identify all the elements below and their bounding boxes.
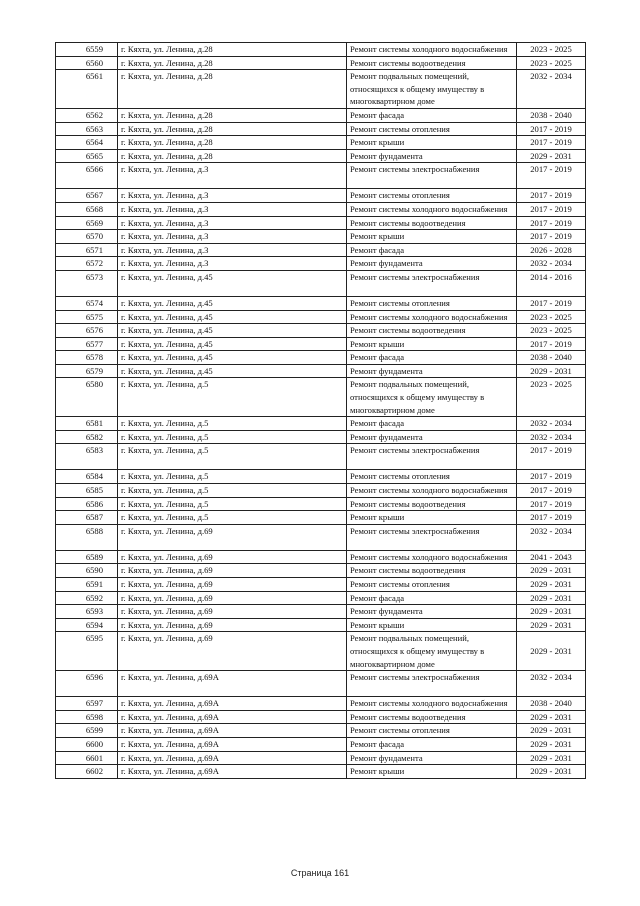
work-type-cell: Ремонт системы холодного водоснабжения [347,484,517,498]
period-cell: 2032 - 2034 [517,257,586,271]
table-row [56,591,586,605]
period-cell: 2029 - 2031 [517,605,586,619]
period-cell: 2017 - 2019 [517,484,586,498]
table-row [56,710,586,724]
row-number-cell: 6588 [56,524,118,550]
row-number-cell: 6565 [56,149,118,163]
row-number-cell: 6561 [56,70,118,109]
row-number-cell: 6601 [56,751,118,765]
work-type-cell: Ремонт фундамента [347,364,517,378]
work-type-cell: Ремонт системы отопления [347,122,517,136]
table-row [56,202,586,216]
table-row [56,216,586,230]
table-row [56,189,586,203]
row-number-cell: 6566 [56,163,118,189]
row-number-cell: 6573 [56,270,118,296]
table-row [56,270,586,296]
address-cell: г. Кяхта, ул. Ленина, д.28 [118,70,347,109]
table-row [56,364,586,378]
row-number-cell: 6593 [56,605,118,619]
address-cell: г. Кяхта, ул. Ленина, д.28 [118,122,347,136]
address-cell: г. Кяхта, ул. Ленина, д.45 [118,337,347,351]
row-number-cell: 6568 [56,202,118,216]
period-cell: 2038 - 2040 [517,697,586,711]
row-number-cell: 6583 [56,444,118,470]
table-row [56,524,586,550]
table-row [56,724,586,738]
row-number-cell: 6599 [56,724,118,738]
table-row [56,230,586,244]
address-cell: г. Кяхта, ул. Ленина, д.28 [118,136,347,150]
work-type-cell: Ремонт крыши [347,765,517,779]
address-cell: г. Кяхта, ул. Ленина, д.69А [118,710,347,724]
row-number-cell: 6595 [56,632,118,671]
address-cell: г. Кяхта, ул. Ленина, д.69 [118,564,347,578]
period-cell: 2041 - 2043 [517,550,586,564]
address-cell: г. Кяхта, ул. Ленина, д.28 [118,149,347,163]
row-number-cell: 6589 [56,550,118,564]
period-cell: 2017 - 2019 [517,189,586,203]
row-number-cell: 6598 [56,710,118,724]
work-type-cell: Ремонт фасада [347,108,517,122]
row-number-cell: 6562 [56,108,118,122]
table-row [56,470,586,484]
address-cell: г. Кяхта, ул. Ленина, д.5 [118,497,347,511]
row-number-cell: 6587 [56,511,118,525]
page-number: Страница 161 [290,868,350,878]
address-cell: г. Кяхта, ул. Ленина, д.45 [118,364,347,378]
work-type-cell: Ремонт системы холодного водоснабжения [347,310,517,324]
row-number-cell: 6569 [56,216,118,230]
row-number-cell: 6579 [56,364,118,378]
work-type-cell: Ремонт фасада [347,737,517,751]
table-row [56,351,586,365]
period-cell: 2029 - 2031 [517,765,586,779]
address-cell: г. Кяхта, ул. Ленина, д.5 [118,470,347,484]
work-type-cell: Ремонт системы водоотведения [347,710,517,724]
period-cell: 2017 - 2019 [517,511,586,525]
table-row [56,671,586,697]
address-cell: г. Кяхта, ул. Ленина, д.45 [118,296,347,310]
period-cell: 2029 - 2031 [517,710,586,724]
address-cell: г. Кяхта, ул. Ленина, д.3 [118,163,347,189]
period-cell: 2017 - 2019 [517,136,586,150]
work-type-cell: Ремонт системы отопления [347,724,517,738]
address-cell: г. Кяхта, ул. Ленина, д.69А [118,765,347,779]
address-cell: г. Кяхта, ул. Ленина, д.3 [118,189,347,203]
address-cell: г. Кяхта, ул. Ленина, д.5 [118,444,347,470]
address-cell: г. Кяхта, ул. Ленина, д.3 [118,243,347,257]
table-row [56,578,586,592]
row-number-cell: 6590 [56,564,118,578]
row-number-cell: 6563 [56,122,118,136]
work-type-cell: Ремонт крыши [347,618,517,632]
address-cell: г. Кяхта, ул. Ленина, д.69А [118,737,347,751]
row-number-cell: 6582 [56,430,118,444]
address-cell: г. Кяхта, ул. Ленина, д.3 [118,257,347,271]
work-type-cell: Ремонт системы электроснабжения [347,524,517,550]
address-cell: г. Кяхта, ул. Ленина, д.69А [118,671,347,697]
work-type-cell: Ремонт системы водоотведения [347,564,517,578]
period-cell: 2017 - 2019 [517,497,586,511]
period-cell: 2032 - 2034 [517,417,586,431]
period-cell: 2038 - 2040 [517,351,586,365]
row-number-cell: 6600 [56,737,118,751]
period-cell: 2017 - 2019 [517,202,586,216]
period-cell: 2017 - 2019 [517,470,586,484]
table-row [56,765,586,779]
table-row [56,296,586,310]
table-row [56,310,586,324]
address-cell: г. Кяхта, ул. Ленина, д.69 [118,524,347,550]
table-row [56,324,586,338]
work-type-cell: Ремонт системы холодного водоснабжения [347,550,517,564]
address-cell: г. Кяхта, ул. Ленина, д.5 [118,417,347,431]
row-number-cell: 6597 [56,697,118,711]
address-cell: г. Кяхта, ул. Ленина, д.69А [118,751,347,765]
row-number-cell: 6574 [56,296,118,310]
period-cell: 2032 - 2034 [517,70,586,109]
row-number-cell: 6570 [56,230,118,244]
row-number-cell: 6560 [56,56,118,70]
address-cell: г. Кяхта, ул. Ленина, д.45 [118,270,347,296]
address-cell: г. Кяхта, ул. Ленина, д.69 [118,550,347,564]
row-number-cell: 6567 [56,189,118,203]
address-cell: г. Кяхта, ул. Ленина, д.69 [118,578,347,592]
row-number-cell: 6577 [56,337,118,351]
table-row [56,337,586,351]
row-number-cell: 6571 [56,243,118,257]
work-type-cell: Ремонт фасада [347,591,517,605]
table-row [56,564,586,578]
table-body [56,43,586,779]
address-cell: г. Кяхта, ул. Ленина, д.28 [118,56,347,70]
address-cell: г. Кяхта, ул. Ленина, д.28 [118,43,347,57]
period-cell: 2029 - 2031 [517,632,586,671]
row-number-cell: 6585 [56,484,118,498]
row-number-cell: 6602 [56,765,118,779]
work-type-cell: Ремонт системы водоотведения [347,497,517,511]
work-type-cell: Ремонт системы электроснабжения [347,163,517,189]
period-cell: 2032 - 2034 [517,671,586,697]
period-cell: 2029 - 2031 [517,724,586,738]
table-row [56,497,586,511]
table-row [56,378,586,417]
work-type-cell: Ремонт системы электроснабжения [347,444,517,470]
work-type-cell: Ремонт системы электроснабжения [347,270,517,296]
period-cell: 2029 - 2031 [517,578,586,592]
table-row [56,484,586,498]
work-type-cell: Ремонт системы холодного водоснабжения [347,202,517,216]
table-row [56,417,586,431]
address-cell: г. Кяхта, ул. Ленина, д.3 [118,230,347,244]
work-type-cell: Ремонт системы отопления [347,189,517,203]
table-row [56,444,586,470]
work-type-cell: Ремонт подвальных помещений, относящихся к общему имуществу в многоквартирном доме [347,632,517,671]
work-type-cell: Ремонт системы отопления [347,296,517,310]
table-row [56,43,586,57]
period-cell: 2023 - 2025 [517,378,586,417]
work-type-cell: Ремонт системы электроснабжения [347,671,517,697]
table-row [56,56,586,70]
table-row [56,430,586,444]
row-number-cell: 6564 [56,136,118,150]
address-cell: г. Кяхта, ул. Ленина, д.3 [118,202,347,216]
work-type-cell: Ремонт системы холодного водоснабжения [347,43,517,57]
table-row [56,243,586,257]
table-row [56,605,586,619]
address-cell: г. Кяхта, ул. Ленина, д.28 [118,108,347,122]
period-cell: 2029 - 2031 [517,737,586,751]
table-row [56,697,586,711]
table-row [56,70,586,109]
work-type-cell: Ремонт системы водоотведения [347,324,517,338]
row-number-cell: 6576 [56,324,118,338]
work-type-cell: Ремонт фундамента [347,605,517,619]
address-cell: г. Кяхта, ул. Ленина, д.3 [118,216,347,230]
row-number-cell: 6594 [56,618,118,632]
address-cell: г. Кяхта, ул. Ленина, д.45 [118,324,347,338]
period-cell: 2029 - 2031 [517,618,586,632]
period-cell: 2038 - 2040 [517,108,586,122]
work-type-cell: Ремонт системы водоотведения [347,56,517,70]
period-cell: 2023 - 2025 [517,324,586,338]
row-number-cell: 6578 [56,351,118,365]
work-type-cell: Ремонт фасада [347,243,517,257]
table-row [56,511,586,525]
period-cell: 2014 - 2016 [517,270,586,296]
period-cell: 2029 - 2031 [517,591,586,605]
period-cell: 2017 - 2019 [517,122,586,136]
period-cell: 2017 - 2019 [517,163,586,189]
table-row [56,108,586,122]
row-number-cell: 6584 [56,470,118,484]
period-cell: 2023 - 2025 [517,310,586,324]
work-type-cell: Ремонт крыши [347,337,517,351]
work-type-cell: Ремонт крыши [347,230,517,244]
address-cell: г. Кяхта, ул. Ленина, д.5 [118,484,347,498]
period-cell: 2029 - 2031 [517,564,586,578]
table-row [56,122,586,136]
table-row [56,751,586,765]
address-cell: г. Кяхта, ул. Ленина, д.69 [118,618,347,632]
work-type-cell: Ремонт системы холодного водоснабжения [347,697,517,711]
table-row [56,163,586,189]
row-number-cell: 6591 [56,578,118,592]
work-type-cell: Ремонт подвальных помещений, относящихся к общему имуществу в многоквартирном доме [347,378,517,417]
period-cell: 2017 - 2019 [517,296,586,310]
period-cell: 2017 - 2019 [517,216,586,230]
row-number-cell: 6575 [56,310,118,324]
table-row [56,149,586,163]
address-cell: г. Кяхта, ул. Ленина, д.45 [118,310,347,324]
table-row [56,737,586,751]
work-type-cell: Ремонт системы отопления [347,578,517,592]
address-cell: г. Кяхта, ул. Ленина, д.5 [118,511,347,525]
table-row [56,632,586,671]
work-type-cell: Ремонт фундамента [347,430,517,444]
period-cell: 2032 - 2034 [517,430,586,444]
work-type-cell: Ремонт подвальных помещений, относящихся к общему имуществу в многоквартирном доме [347,70,517,109]
period-cell: 2017 - 2019 [517,337,586,351]
period-cell: 2017 - 2019 [517,444,586,470]
address-cell: г. Кяхта, ул. Ленина, д.69 [118,591,347,605]
row-number-cell: 6580 [56,378,118,417]
work-type-cell: Ремонт крыши [347,136,517,150]
work-type-cell: Ремонт фасада [347,417,517,431]
period-cell: 2029 - 2031 [517,751,586,765]
period-cell: 2029 - 2031 [517,364,586,378]
work-type-cell: Ремонт системы отопления [347,470,517,484]
period-cell: 2023 - 2025 [517,43,586,57]
capital-repair-table [55,42,586,779]
work-type-cell: Ремонт крыши [347,511,517,525]
row-number-cell: 6572 [56,257,118,271]
work-type-cell: Ремонт системы водоотведения [347,216,517,230]
address-cell: г. Кяхта, ул. Ленина, д.45 [118,351,347,365]
work-type-cell: Ремонт фундамента [347,257,517,271]
table-row [56,136,586,150]
period-cell: 2032 - 2034 [517,524,586,550]
address-cell: г. Кяхта, ул. Ленина, д.69А [118,724,347,738]
period-cell: 2026 - 2028 [517,243,586,257]
row-number-cell: 6559 [56,43,118,57]
work-type-cell: Ремонт фасада [347,351,517,365]
work-type-cell: Ремонт фундамента [347,149,517,163]
row-number-cell: 6592 [56,591,118,605]
address-cell: г. Кяхта, ул. Ленина, д.69А [118,697,347,711]
table-row [56,550,586,564]
row-number-cell: 6581 [56,417,118,431]
period-cell: 2023 - 2025 [517,56,586,70]
period-cell: 2029 - 2031 [517,149,586,163]
address-cell: г. Кяхта, ул. Ленина, д.5 [118,378,347,417]
address-cell: г. Кяхта, ул. Ленина, д.69 [118,605,347,619]
work-type-cell: Ремонт фундамента [347,751,517,765]
address-cell: г. Кяхта, ул. Ленина, д.5 [118,430,347,444]
table-row [56,618,586,632]
address-cell: г. Кяхта, ул. Ленина, д.69 [118,632,347,671]
row-number-cell: 6596 [56,671,118,697]
period-cell: 2017 - 2019 [517,230,586,244]
row-number-cell: 6586 [56,497,118,511]
table-row [56,257,586,271]
